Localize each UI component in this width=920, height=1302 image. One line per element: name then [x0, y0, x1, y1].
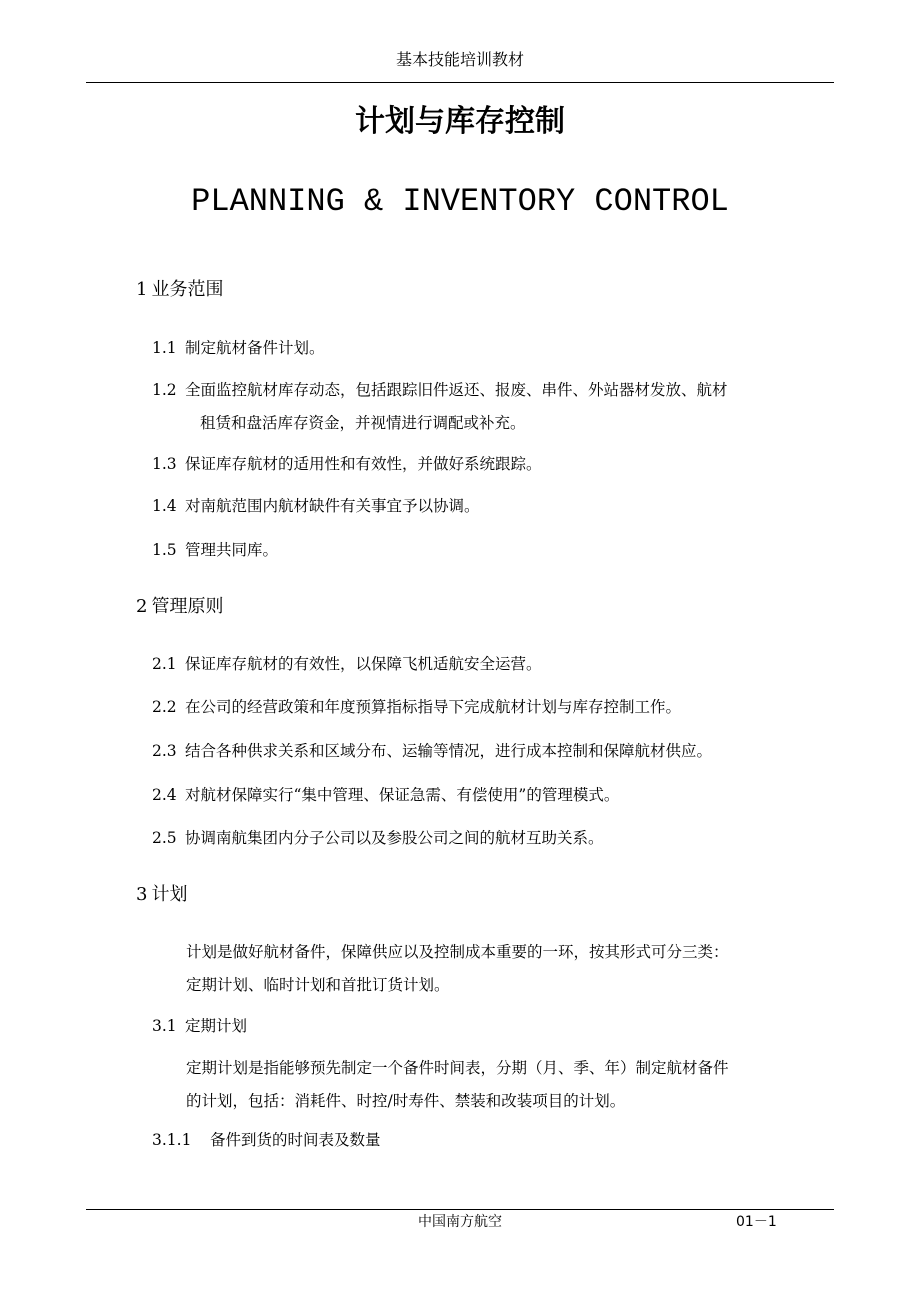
list-item-2-3	[152, 735, 842, 768]
item-text: 保证库存航材的有效性，以保障飞机适航安全运营。	[185, 655, 542, 673]
list-item-1-5	[152, 534, 842, 567]
paragraph-line: 定期计划是指能够预先制定一个备件时间表，分期（月、季、年）制定航材备件	[186, 1059, 729, 1077]
item-number: 2.1	[152, 655, 177, 673]
item-number: 1.4	[152, 497, 177, 515]
item-number: 1.2	[152, 381, 177, 399]
item-text: 结合各种供求关系和区域分布、运输等情况，进行成本控制和保障航材供应。	[185, 742, 713, 760]
item-text: 管理共同库。	[185, 541, 279, 559]
item-text: 全面监控航材库存动态，包括跟踪旧件返还、报废、串件、外站器材发放、航材	[185, 381, 728, 399]
list-item-3-1-1	[152, 1124, 381, 1157]
section-number: 2	[136, 596, 148, 617]
item-number: 2.2	[152, 698, 177, 716]
item-text: 备件到货的时间表及数量	[210, 1131, 381, 1149]
item-number: 3.1.1	[152, 1131, 192, 1149]
list-item-1-2	[152, 374, 842, 440]
item-text: 在公司的经营政策和年度预算指标指导下完成航材计划与库存控制工作。	[185, 698, 682, 716]
section-heading-2	[136, 594, 223, 620]
section-heading-3	[136, 882, 187, 908]
paragraph-line: 计划是做好航材备件，保障供应以及控制成本重要的一环，按其形式可分三类：	[186, 943, 729, 961]
section-heading-1	[136, 277, 223, 303]
item-number: 2.5	[152, 829, 177, 847]
item-text: 对航材保障实行“集中管理、保证急需、有偿使用”的管理模式。	[185, 786, 620, 804]
section-title: 管理原则	[151, 596, 224, 617]
item-number: 2.3	[152, 742, 177, 760]
list-item-2-2	[152, 691, 842, 724]
list-item-3-1	[152, 1010, 842, 1043]
section-3-1-paragraph	[186, 1052, 836, 1118]
paragraph-line: 定期计划、临时计划和首批订货计划。	[186, 976, 450, 994]
list-item-2-5	[152, 822, 842, 855]
paragraph-line: 的计划，包括：消耗件、时控/时寿件、禁装和改装项目的计划。	[186, 1092, 626, 1110]
header-rule	[86, 82, 834, 83]
list-item-1-4	[152, 490, 842, 523]
list-item-1-1	[152, 332, 842, 365]
footer-page-number: 01－1	[736, 1214, 777, 1230]
footer-company: 中国南方航空	[418, 1214, 502, 1230]
item-text: 制定航材备件计划。	[185, 339, 325, 357]
list-item-1-3	[152, 448, 842, 481]
item-text-continued: 租赁和盘活库存资金，并视情进行调配或补充。	[200, 414, 526, 432]
item-number: 1.1	[152, 339, 177, 357]
item-number: 2.4	[152, 786, 177, 804]
list-item-2-4	[152, 779, 842, 812]
running-header: 基本技能培训教材	[395, 50, 524, 69]
section-3-intro	[186, 936, 836, 1002]
section-number: 1	[136, 279, 148, 300]
list-item-2-1	[152, 648, 842, 681]
item-number: 1.3	[152, 455, 177, 473]
item-number: 1.5	[152, 541, 177, 559]
title-english: PLANNING & INVENTORY CONTROL	[191, 183, 729, 220]
item-text: 定期计划	[185, 1017, 248, 1035]
section-number: 3	[136, 884, 148, 905]
item-text: 对南航范围内航材缺件有关事宜予以协调。	[185, 497, 480, 515]
section-title: 计划	[151, 884, 188, 905]
item-number: 3.1	[152, 1017, 177, 1035]
item-text: 保证库存航材的适用性和有效性，并做好系统跟踪。	[185, 455, 542, 473]
section-title: 业务范围	[151, 279, 224, 300]
item-text: 协调南航集团内分子公司以及参股公司之间的航材互助关系。	[185, 829, 604, 847]
title-chinese: 计划与库存控制	[355, 104, 565, 139]
